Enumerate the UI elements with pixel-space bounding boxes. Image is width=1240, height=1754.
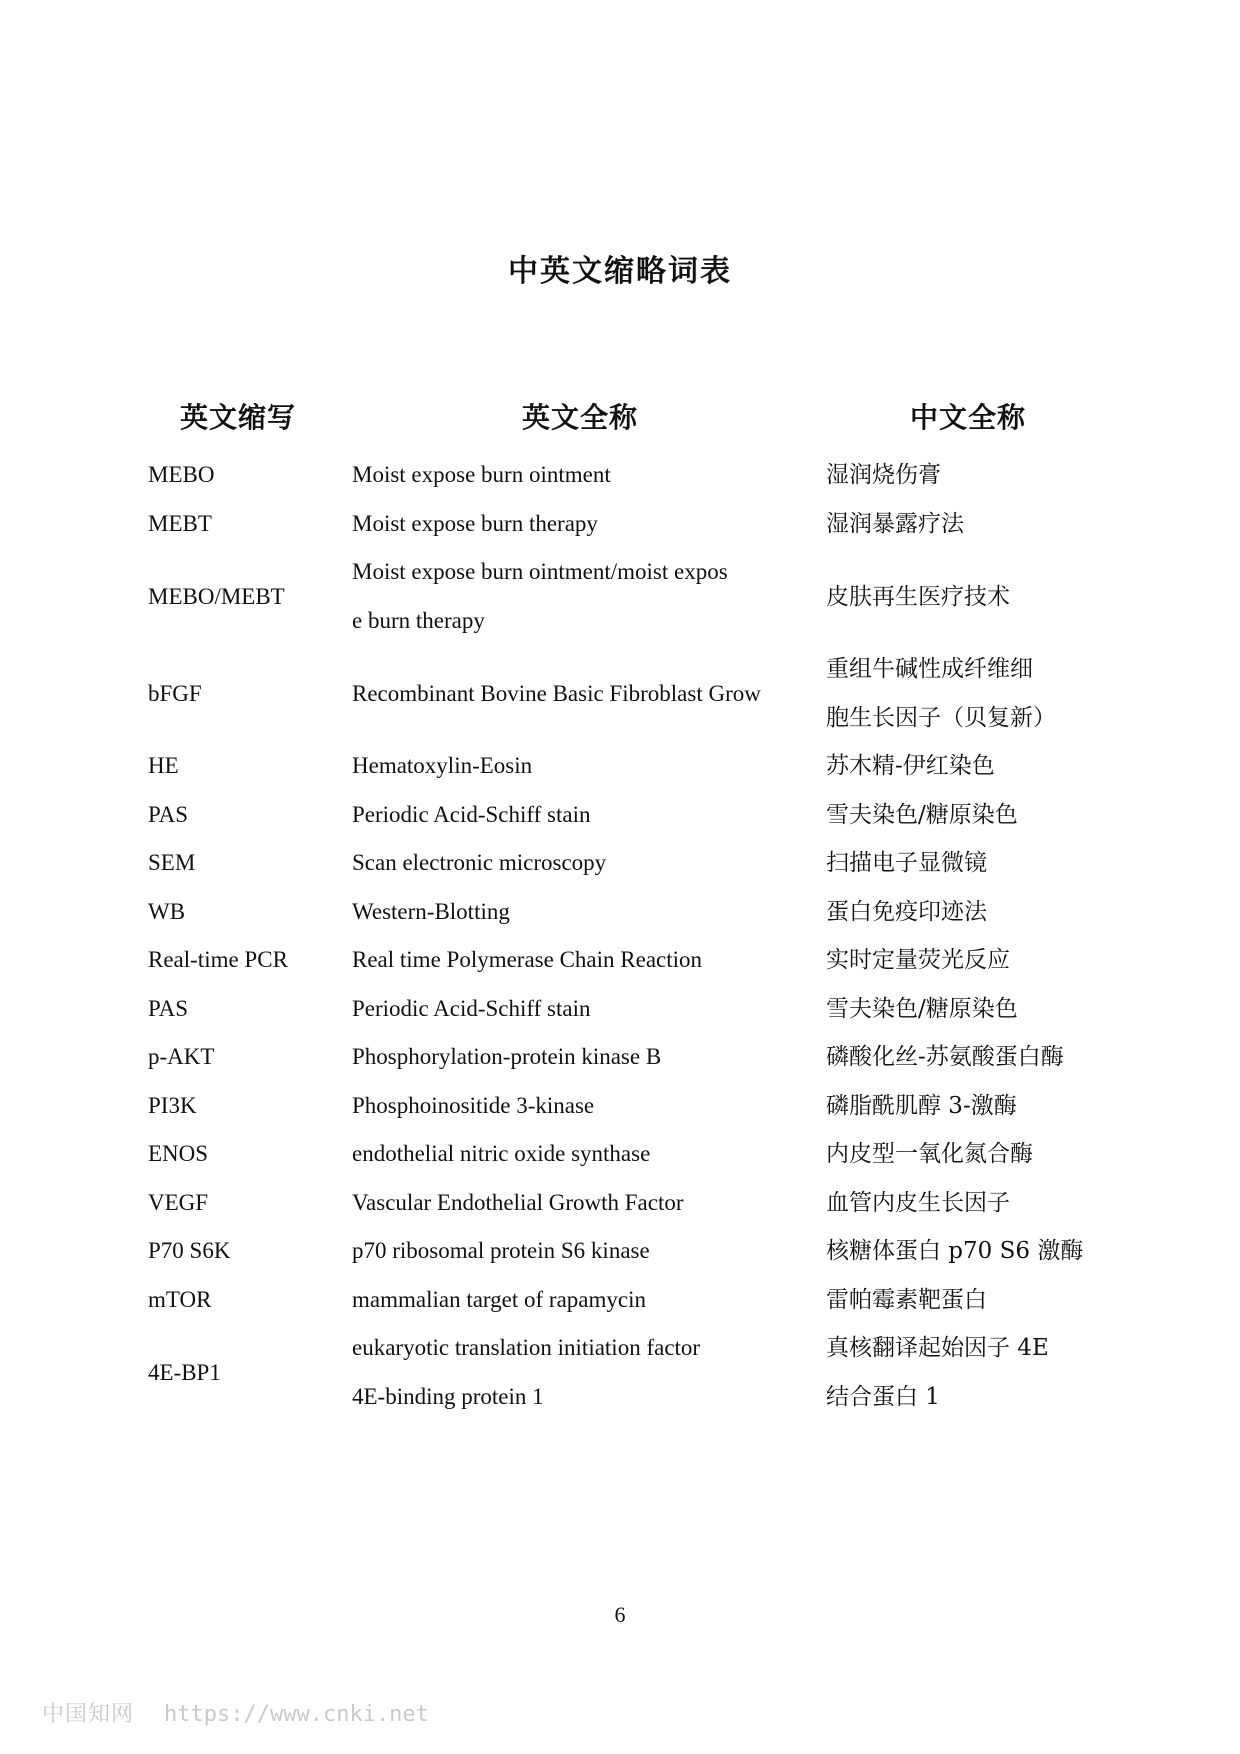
column-header-abbreviation: 英文缩写 (179, 401, 296, 434)
chinese-name-cell: 皮肤再生医疗技术 (826, 583, 1010, 610)
chinese-name-cell: 血管内皮生长因子 (826, 1189, 1010, 1216)
abbreviation-cell: mTOR (148, 1286, 212, 1312)
table-row (0, 1276, 1240, 1325)
table-row (0, 1033, 1240, 1082)
abbreviation-cell: ENOS (148, 1141, 209, 1167)
abbreviation-cell: SEM (148, 850, 196, 876)
chinese-name-cell: 扫描电子显微镜 (826, 850, 987, 877)
column-header-english-name: 英文全称 (521, 401, 638, 434)
column-header-chinese-name: 中文全称 (909, 401, 1026, 434)
abbreviation-cell: bFGF (148, 680, 202, 706)
abbreviation-cell: PI3K (148, 1092, 197, 1118)
page-title: 中英文缩略词表 (508, 254, 732, 289)
english-name-cell: mammalian target of rapamycin (352, 1286, 646, 1312)
watermark-url: https://www.cnki.net (164, 1702, 429, 1727)
chinese-name-cell: 苏木精-伊红染色 (826, 753, 995, 780)
abbreviation-cell: PAS (148, 995, 189, 1021)
table-row (0, 500, 1240, 549)
chinese-name-cell: 实时定量荧光反应 (826, 947, 1010, 974)
english-name-cell: endothelial nitric oxide synthase (352, 1141, 651, 1167)
english-name-cell: Moist expose burn ointment/moist expos e burn therapy (352, 559, 728, 633)
table-row (0, 1227, 1240, 1276)
table-row (0, 742, 1240, 791)
table-row (0, 548, 1240, 645)
table-row (0, 985, 1240, 1034)
table-row (0, 1082, 1240, 1131)
chinese-name-cell: 重组牛碱性成纤维细 胞生长因子（贝复新） (826, 656, 1056, 731)
table-row (0, 791, 1240, 840)
page-number: 6 (614, 1602, 626, 1627)
english-name-cell: Phosphorylation-protein kinase B (352, 1044, 662, 1070)
abbreviation-cell: 4E-BP1 (148, 1359, 221, 1385)
table-row (0, 645, 1240, 742)
abbreviation-cell: VEGF (148, 1189, 209, 1215)
english-name-cell: Vascular Endothelial Growth Factor (352, 1189, 684, 1215)
english-name-cell: p70 ribosomal protein S6 kinase (352, 1238, 650, 1264)
table-row (0, 936, 1240, 985)
table-row (0, 1324, 1240, 1421)
table-row (0, 1179, 1240, 1228)
english-name-cell: Phosphoinositide 3-kinase (352, 1092, 595, 1118)
chinese-name-cell: 磷脂酰肌醇 3-激酶 (826, 1092, 1017, 1119)
chinese-name-cell: 内皮型一氧化氮合酶 (826, 1141, 1033, 1168)
chinese-name-cell: 核糖体蛋白 p70 S6 激酶 (826, 1238, 1084, 1265)
table-row (0, 451, 1240, 500)
chinese-name-cell: 雪夫染色/糖原染色 (826, 995, 1018, 1022)
abbreviation-cell: MEBO/MEBT (148, 583, 285, 609)
english-name-cell: Scan electronic microscopy (352, 850, 607, 876)
abbreviation-table (0, 451, 1240, 1421)
table-row (0, 888, 1240, 937)
table-row (0, 1130, 1240, 1179)
chinese-name-cell: 蛋白免疫印迹法 (826, 898, 987, 925)
abbreviation-cell: Real-time PCR (148, 947, 288, 973)
chinese-name-cell: 雪夫染色/糖原染色 (826, 801, 1018, 828)
english-name-cell: Western-Blotting (352, 898, 510, 924)
english-name-cell: Moist expose burn therapy (352, 510, 598, 536)
watermark (42, 1700, 429, 1730)
chinese-name-cell: 雷帕霉素靶蛋白 (826, 1286, 987, 1313)
abbreviation-cell: p-AKT (148, 1044, 215, 1070)
abbreviation-cell: P70 S6K (148, 1238, 231, 1264)
abbreviation-cell: HE (148, 753, 179, 779)
watermark-site-name: 中国知网 (42, 1702, 135, 1727)
table-row (0, 839, 1240, 888)
english-name-cell: Periodic Acid-Schiff stain (352, 995, 591, 1021)
chinese-name-cell: 湿润暴露疗法 (826, 510, 964, 537)
abbreviation-cell: WB (148, 898, 186, 924)
abbreviation-cell: PAS (148, 801, 189, 827)
english-name-cell: Real time Polymerase Chain Reaction (352, 947, 703, 973)
chinese-name-cell: 真核翻译起始因子 4E 结合蛋白 1 (826, 1335, 1049, 1410)
chinese-name-cell: 磷酸化丝-苏氨酸蛋白酶 (826, 1044, 1064, 1071)
english-name-cell: eukaryotic translation initiation factor 4E-binding protein 1 (352, 1335, 701, 1409)
chinese-name-cell: 湿润烧伤膏 (826, 462, 941, 489)
english-name-cell: Hematoxylin-Eosin (352, 753, 533, 779)
english-name-cell: Recombinant Bovine Basic Fibroblast Grow (352, 680, 761, 706)
abbreviation-cell: MEBO (148, 462, 215, 488)
english-name-cell: Periodic Acid-Schiff stain (352, 801, 591, 827)
abbreviation-cell: MEBT (148, 510, 212, 536)
english-name-cell: Moist expose burn ointment (352, 462, 611, 488)
